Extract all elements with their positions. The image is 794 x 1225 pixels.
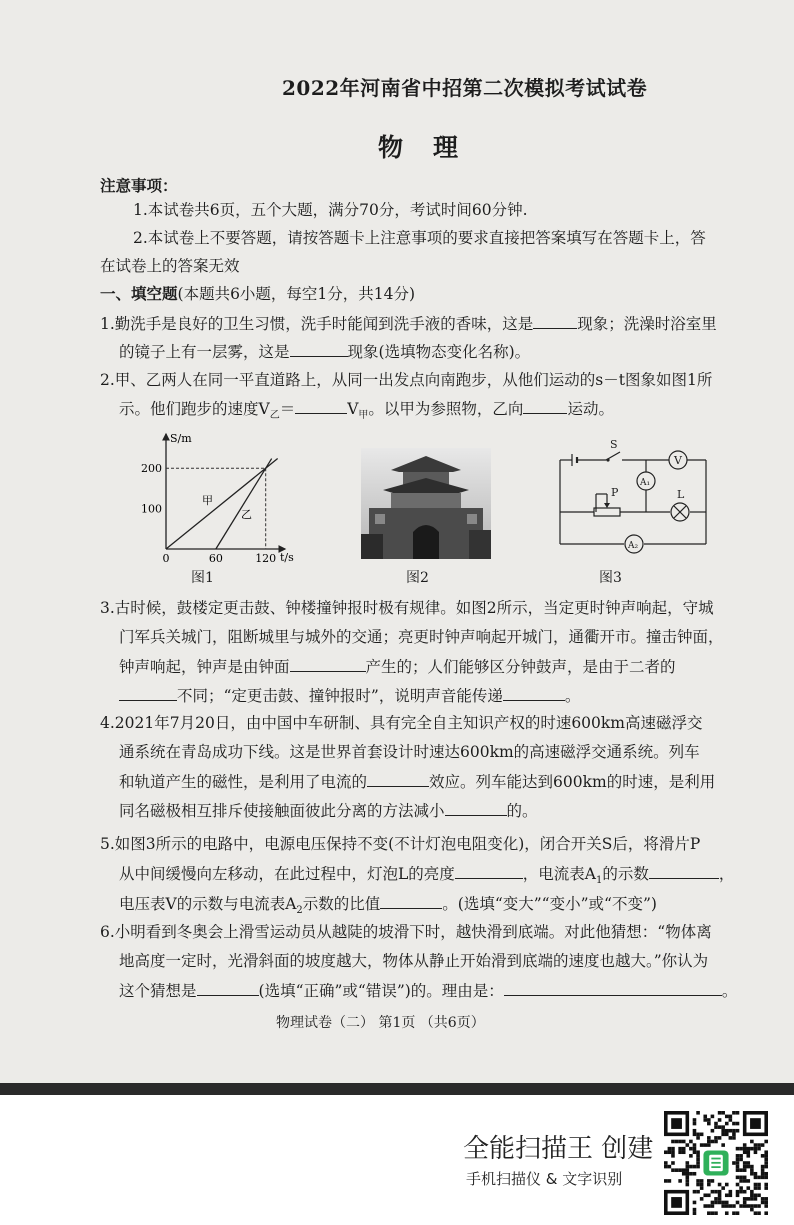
q4-text-d: 的。	[506, 802, 538, 820]
q2-line2	[119, 398, 614, 426]
q5-text-d: ，	[718, 865, 735, 883]
q5-line3	[119, 893, 657, 921]
series-line-yi	[216, 459, 272, 549]
q1-text-a: 1.勤洗手是良好的卫生习惯，洗手时能闻到洗手液的香味，这是	[100, 315, 534, 333]
y-axis-label: S/m	[170, 432, 192, 445]
q6-text-a: 这个猜想是	[119, 982, 197, 1000]
voltmeter-label: V	[674, 454, 682, 467]
q3-text-b: 产生的；人们能够区分钟鼓声，是由于二者的	[365, 658, 676, 676]
q4-text-a: 和轨道产生的磁性，是利用了电流的	[119, 773, 368, 791]
q5-text-b: ，电流表A	[522, 865, 596, 883]
q3-line1: 3.古时候，鼓楼定更击鼓、钟楼撞钟报时极有规律。如图2所示，当定更时钟声响起，守城	[100, 599, 714, 617]
q6-line2: 地高度一定时，光滑斜面的坡度越大，物体从静止开始滑到底端的速度也越大。”你认为	[119, 952, 709, 970]
q1-text-d: 现象(选填物态变化名称)。	[347, 343, 531, 361]
q2-text-a: 示。他们跑步的速度V	[119, 400, 270, 418]
q1-blank-2	[290, 341, 348, 357]
q4-blank-2	[445, 800, 507, 816]
q5-text-c: 的示数	[602, 865, 649, 883]
section-heading	[100, 284, 415, 304]
q5-sub-1: 1	[596, 875, 603, 887]
notes-item-1: 1.本试卷共6页，五个大题，满分70分，考试时间60分钟.	[133, 201, 528, 219]
line-label-yi: 乙	[241, 508, 252, 521]
q5-text-e: 电压表V的示数与电流表A	[119, 895, 297, 913]
q3-text-a: 钟声响起，钟声是由钟面	[119, 658, 290, 676]
q1-line2	[119, 341, 530, 362]
q2-blank-1	[295, 398, 347, 414]
q3-line4	[119, 685, 580, 706]
x-axis-label: t/s	[280, 551, 294, 564]
slider-label: P	[611, 486, 619, 499]
q3-line3	[119, 656, 676, 677]
watermark-tagline: 手机扫描仪 & 文字识别	[466, 1170, 623, 1188]
figure1-st-graph	[140, 428, 310, 568]
q2-sub-1: 乙	[269, 410, 280, 422]
figure3-caption: 图3	[599, 570, 622, 586]
q3-blank-3	[503, 685, 565, 701]
q4-text-b: 效应。列车能达到600km的时速，是利用	[429, 773, 716, 791]
scan-edge	[0, 1083, 794, 1095]
section-info: (本题共6小题，每空1分，共14分)	[177, 285, 416, 303]
q2-sub-2: 甲	[358, 410, 369, 422]
series-line-jia	[166, 459, 278, 549]
q2-text-b: ＝	[279, 400, 296, 418]
figure2-caption: 图2	[406, 570, 429, 586]
section-title: 一、填空题	[100, 284, 178, 303]
q5-blank-3	[380, 893, 442, 909]
q5-blank-1	[455, 863, 523, 879]
q4-text-c: 同名磁极相互排斥使接触面彼此分离的方法减小	[119, 802, 445, 820]
lamp-label: L	[677, 488, 685, 501]
subject-title: 物理	[378, 133, 489, 162]
x-tick-label: 60	[208, 552, 223, 565]
q5-text-a: 从中间缓慢向左移动，在此过程中，灯泡L的亮度	[119, 865, 455, 883]
x-tick-label: 0	[162, 552, 170, 565]
q1-line1	[100, 313, 717, 334]
q2-line1: 2.甲、乙两人在同一平直道路上，从同一出发点向南跑步，从他们运动的s－t图象如图1所	[100, 371, 713, 389]
q4-line2: 通系统在青岛成功下线。这是世界首套设计时速达600km的高速磁浮交通系统。列车	[119, 743, 700, 761]
watermark-brand: 全能扫描王 创建	[463, 1134, 654, 1164]
q3-text-c: 不同；“定更击鼓、撞钟报时”，说明声音能传递	[177, 687, 503, 705]
q3-text-d: 。	[564, 687, 581, 705]
q2-blank-2	[523, 398, 567, 414]
q6-text-b: (选填“正确”或“错误”)的。理由是：	[258, 982, 504, 1000]
q5-sub-2: 2	[296, 905, 303, 917]
switch-label: S	[610, 438, 618, 451]
q5-text-g: 。(选填“变大”“变小”或“不变”)	[442, 895, 657, 913]
q5-line2	[119, 863, 734, 891]
q5-text-f: 示数的比值	[302, 895, 381, 913]
q2-text-c: V	[347, 400, 359, 418]
qr-code-icon[interactable]	[664, 1111, 768, 1215]
y-tick-label: 200	[141, 462, 162, 476]
q4-blank-1	[367, 771, 429, 787]
q3-blank-1	[290, 656, 366, 672]
figure2-bell-tower-photo	[361, 448, 491, 559]
q6-blank-1	[197, 980, 259, 996]
q2-text-d: 。以甲为参照物，乙向	[368, 400, 524, 418]
q6-text-c: 。	[721, 982, 738, 1000]
q1-text-b: 现象；洗澡时浴室里	[577, 315, 717, 333]
q5-line1: 5.如图3所示的电路中，电源电压保持不变(不计灯泡电阻变化)，闭合开关S后，将滑片P	[100, 835, 701, 853]
q1-text-c: 的镜子上有一层雾，这是	[119, 343, 290, 361]
q5-blank-2	[649, 863, 719, 879]
y-tick-label: 100	[141, 502, 162, 516]
q1-blank-1	[533, 313, 577, 329]
x-tick-label: 120	[255, 552, 277, 565]
figure1-caption: 图1	[191, 570, 214, 586]
ammeter1-label: A₁	[640, 478, 651, 488]
q3-blank-2	[119, 685, 177, 701]
q4-line1: 4.2021年7月20日，由中国中车研制、具有完全自主知识产权的时速600km高速磁浮交	[100, 714, 703, 732]
notes-item-2-line1: 2.本试卷上不要答题，请按答题卡上注意事项的要求直接把答案填写在答题卡上，答	[133, 229, 706, 247]
exam-title: 2022年河南省中招第二次模拟考试试卷	[282, 76, 648, 100]
q4-line4	[119, 800, 538, 821]
page-footer: 物理试卷（二） 第1页 （共6页）	[276, 1015, 485, 1031]
q6-line1: 6.小明看到冬奥会上滑雪运动员从越陡的坡滑下时，越快滑到底端。对此他猜想：“物体离	[100, 923, 712, 941]
q6-blank-2	[504, 980, 722, 996]
notes-heading: 注意事项：	[100, 176, 178, 195]
q6-line3	[119, 980, 737, 1001]
notes-item-2-line2: 在试卷上的答案无效	[100, 257, 240, 275]
q3-line2: 门军兵关城门，阻断城里与城外的交通；亮更时钟声响起开城门，通衢开市。撞击钟面，	[119, 628, 724, 646]
ammeter2-label: A₂	[628, 541, 639, 551]
line-label-jia: 甲	[202, 494, 213, 507]
figure3-circuit	[548, 434, 718, 564]
q4-line3	[119, 771, 715, 792]
q2-text-e: 运动。	[567, 400, 614, 418]
